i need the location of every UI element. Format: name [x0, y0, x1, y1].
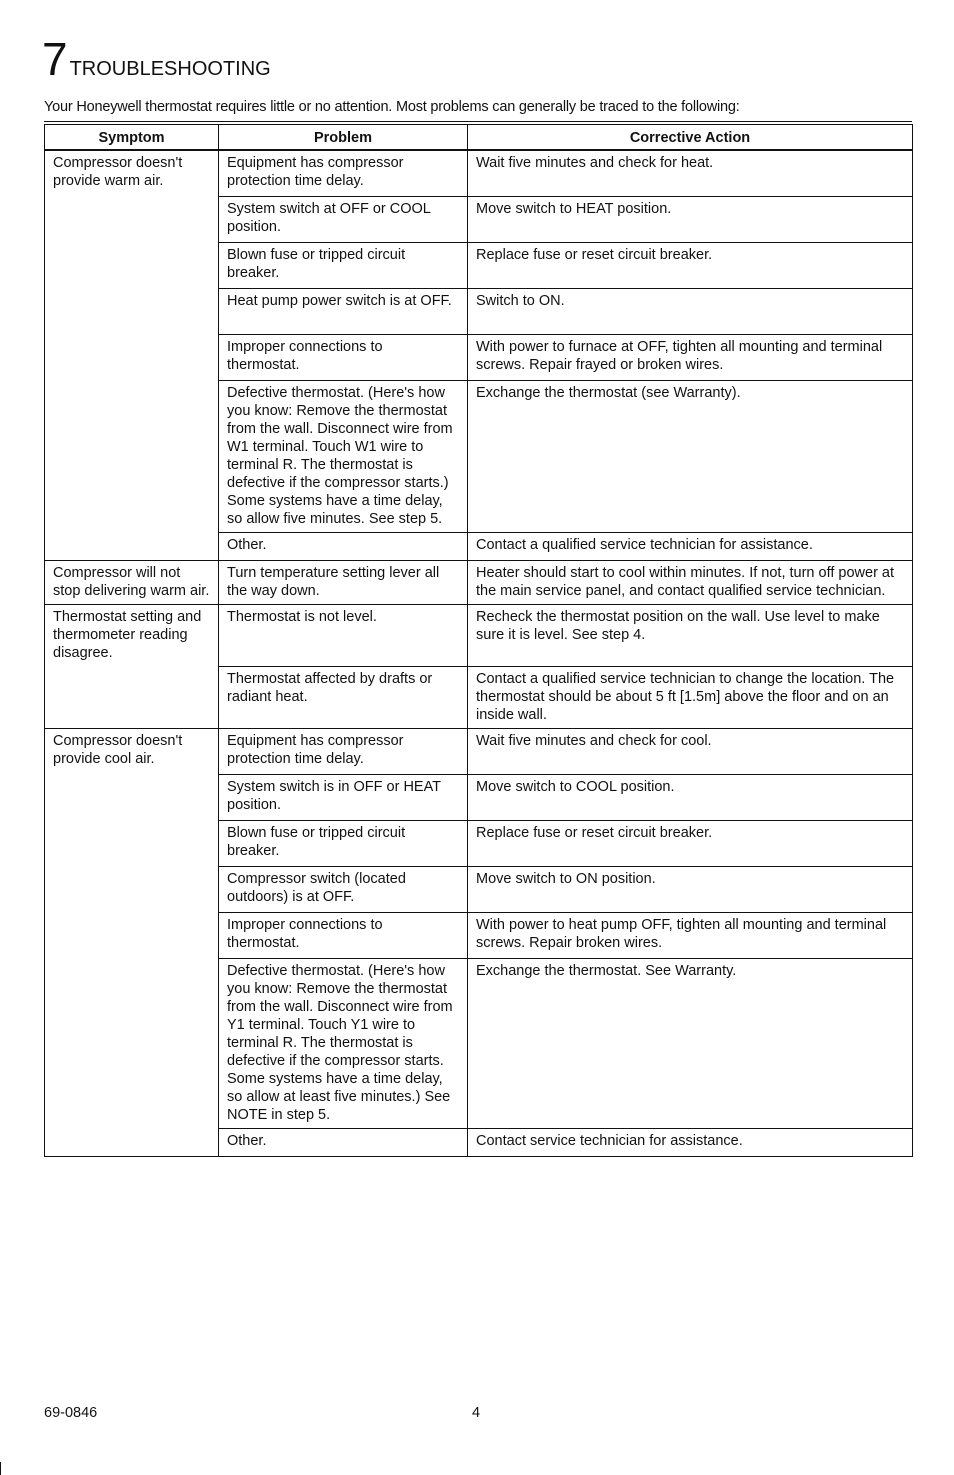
action-cell: Exchange the thermostat (see Warranty).	[468, 381, 913, 533]
action-cell: Replace fuse or reset circuit breaker.	[468, 243, 913, 289]
action-cell: With power to heat pump OFF, tighten all mounting and terminal screws. Repair broken wires.	[468, 913, 913, 959]
troubleshooting-table	[44, 124, 913, 1157]
action-cell: Recheck the thermostat position on the wall. Use level to make sure it is level. See step 4.	[468, 605, 913, 667]
action-cell: Switch to ON.	[468, 289, 913, 335]
table-row	[45, 605, 913, 667]
problem-cell: Defective thermostat. (Here's how you know: Remove the thermostat from the wall. Disconnect wire from Y1 terminal. Touch Y1 wire to terminal R. The thermostat is defective if the compressor starts. Some systems have a time delay, so allow at least five minutes.) See NOTE in step 5.	[219, 959, 468, 1129]
header-symptom: Symptom	[45, 125, 219, 151]
section-heading	[42, 33, 271, 85]
action-cell: Replace fuse or reset circuit breaker.	[468, 821, 913, 867]
action-cell: Move switch to COOL position.	[468, 775, 913, 821]
symptom-cell: Compressor doesn't provide cool air.	[45, 729, 219, 1157]
problem-cell: Thermostat is not level.	[219, 605, 468, 667]
problem-cell: Thermostat affected by drafts or radiant heat.	[219, 667, 468, 729]
action-cell: Contact a qualified service technician to change the location. The thermostat should be about 5 ft [1.5m] above the floor and on an inside wall.	[468, 667, 913, 729]
problem-cell: Blown fuse or tripped circuit breaker.	[219, 821, 468, 867]
action-cell: Exchange the thermostat. See Warranty.	[468, 959, 913, 1129]
table-row	[45, 561, 913, 605]
problem-cell: Turn temperature setting lever all the way down.	[219, 561, 468, 605]
action-cell: Contact service technician for assistance.	[468, 1129, 913, 1157]
table-row	[45, 150, 913, 197]
problem-cell: System switch at OFF or COOL position.	[219, 197, 468, 243]
intro-paragraph: Your Honeywell thermostat requires little or no attention. Most problems can generally be traced to the following:	[44, 99, 740, 115]
header-problem: Problem	[219, 125, 468, 151]
problem-cell: Compressor switch (located outdoors) is at OFF.	[219, 867, 468, 913]
action-cell: Heater should start to cool within minutes. If not, turn off power at the main service panel, and contact qualified service technician.	[468, 561, 913, 605]
problem-cell: Improper connections to thermostat.	[219, 335, 468, 381]
table-row	[45, 729, 913, 775]
table-top-rule	[44, 121, 912, 122]
symptom-cell: Compressor doesn't provide warm air.	[45, 150, 219, 561]
problem-cell: Blown fuse or tripped circuit breaker.	[219, 243, 468, 289]
action-cell: Wait five minutes and check for heat.	[468, 150, 913, 197]
problem-cell: Equipment has compressor protection time delay.	[219, 729, 468, 775]
action-cell: Contact a qualified service technician for assistance.	[468, 533, 913, 561]
action-cell: Move switch to ON position.	[468, 867, 913, 913]
symptom-cell: Thermostat setting and thermometer reading disagree.	[45, 605, 219, 729]
problem-cell: System switch is in OFF or HEAT position.	[219, 775, 468, 821]
crop-mark	[0, 1462, 1, 1475]
problem-cell: Heat pump power switch is at OFF.	[219, 289, 468, 335]
document-number: 69-0846	[44, 1405, 98, 1421]
action-cell: Move switch to HEAT position.	[468, 197, 913, 243]
problem-cell: Equipment has compressor protection time delay.	[219, 150, 468, 197]
section-number: 7	[42, 33, 68, 85]
problem-cell: Improper connections to thermostat.	[219, 913, 468, 959]
problem-cell: Other.	[219, 1129, 468, 1157]
symptom-cell: Compressor will not stop delivering warm air.	[45, 561, 219, 605]
problem-cell: Other.	[219, 533, 468, 561]
table-header-row	[45, 125, 913, 151]
action-cell: Wait five minutes and check for cool.	[468, 729, 913, 775]
problem-cell: Defective thermostat. (Here's how you know: Remove the thermostat from the wall. Disconnect wire from W1 terminal. Touch W1 wire to terminal R. The thermostat is defective if the compressor starts.) Some systems have a time delay, so allow five minutes. See step 5.	[219, 381, 468, 533]
page-number: 4	[472, 1405, 481, 1421]
header-corrective-action: Corrective Action	[468, 125, 913, 151]
action-cell: With power to furnace at OFF, tighten all mounting and terminal screws. Repair frayed or broken wires.	[468, 335, 913, 381]
section-title: TROUBLESHOOTING	[69, 58, 271, 80]
